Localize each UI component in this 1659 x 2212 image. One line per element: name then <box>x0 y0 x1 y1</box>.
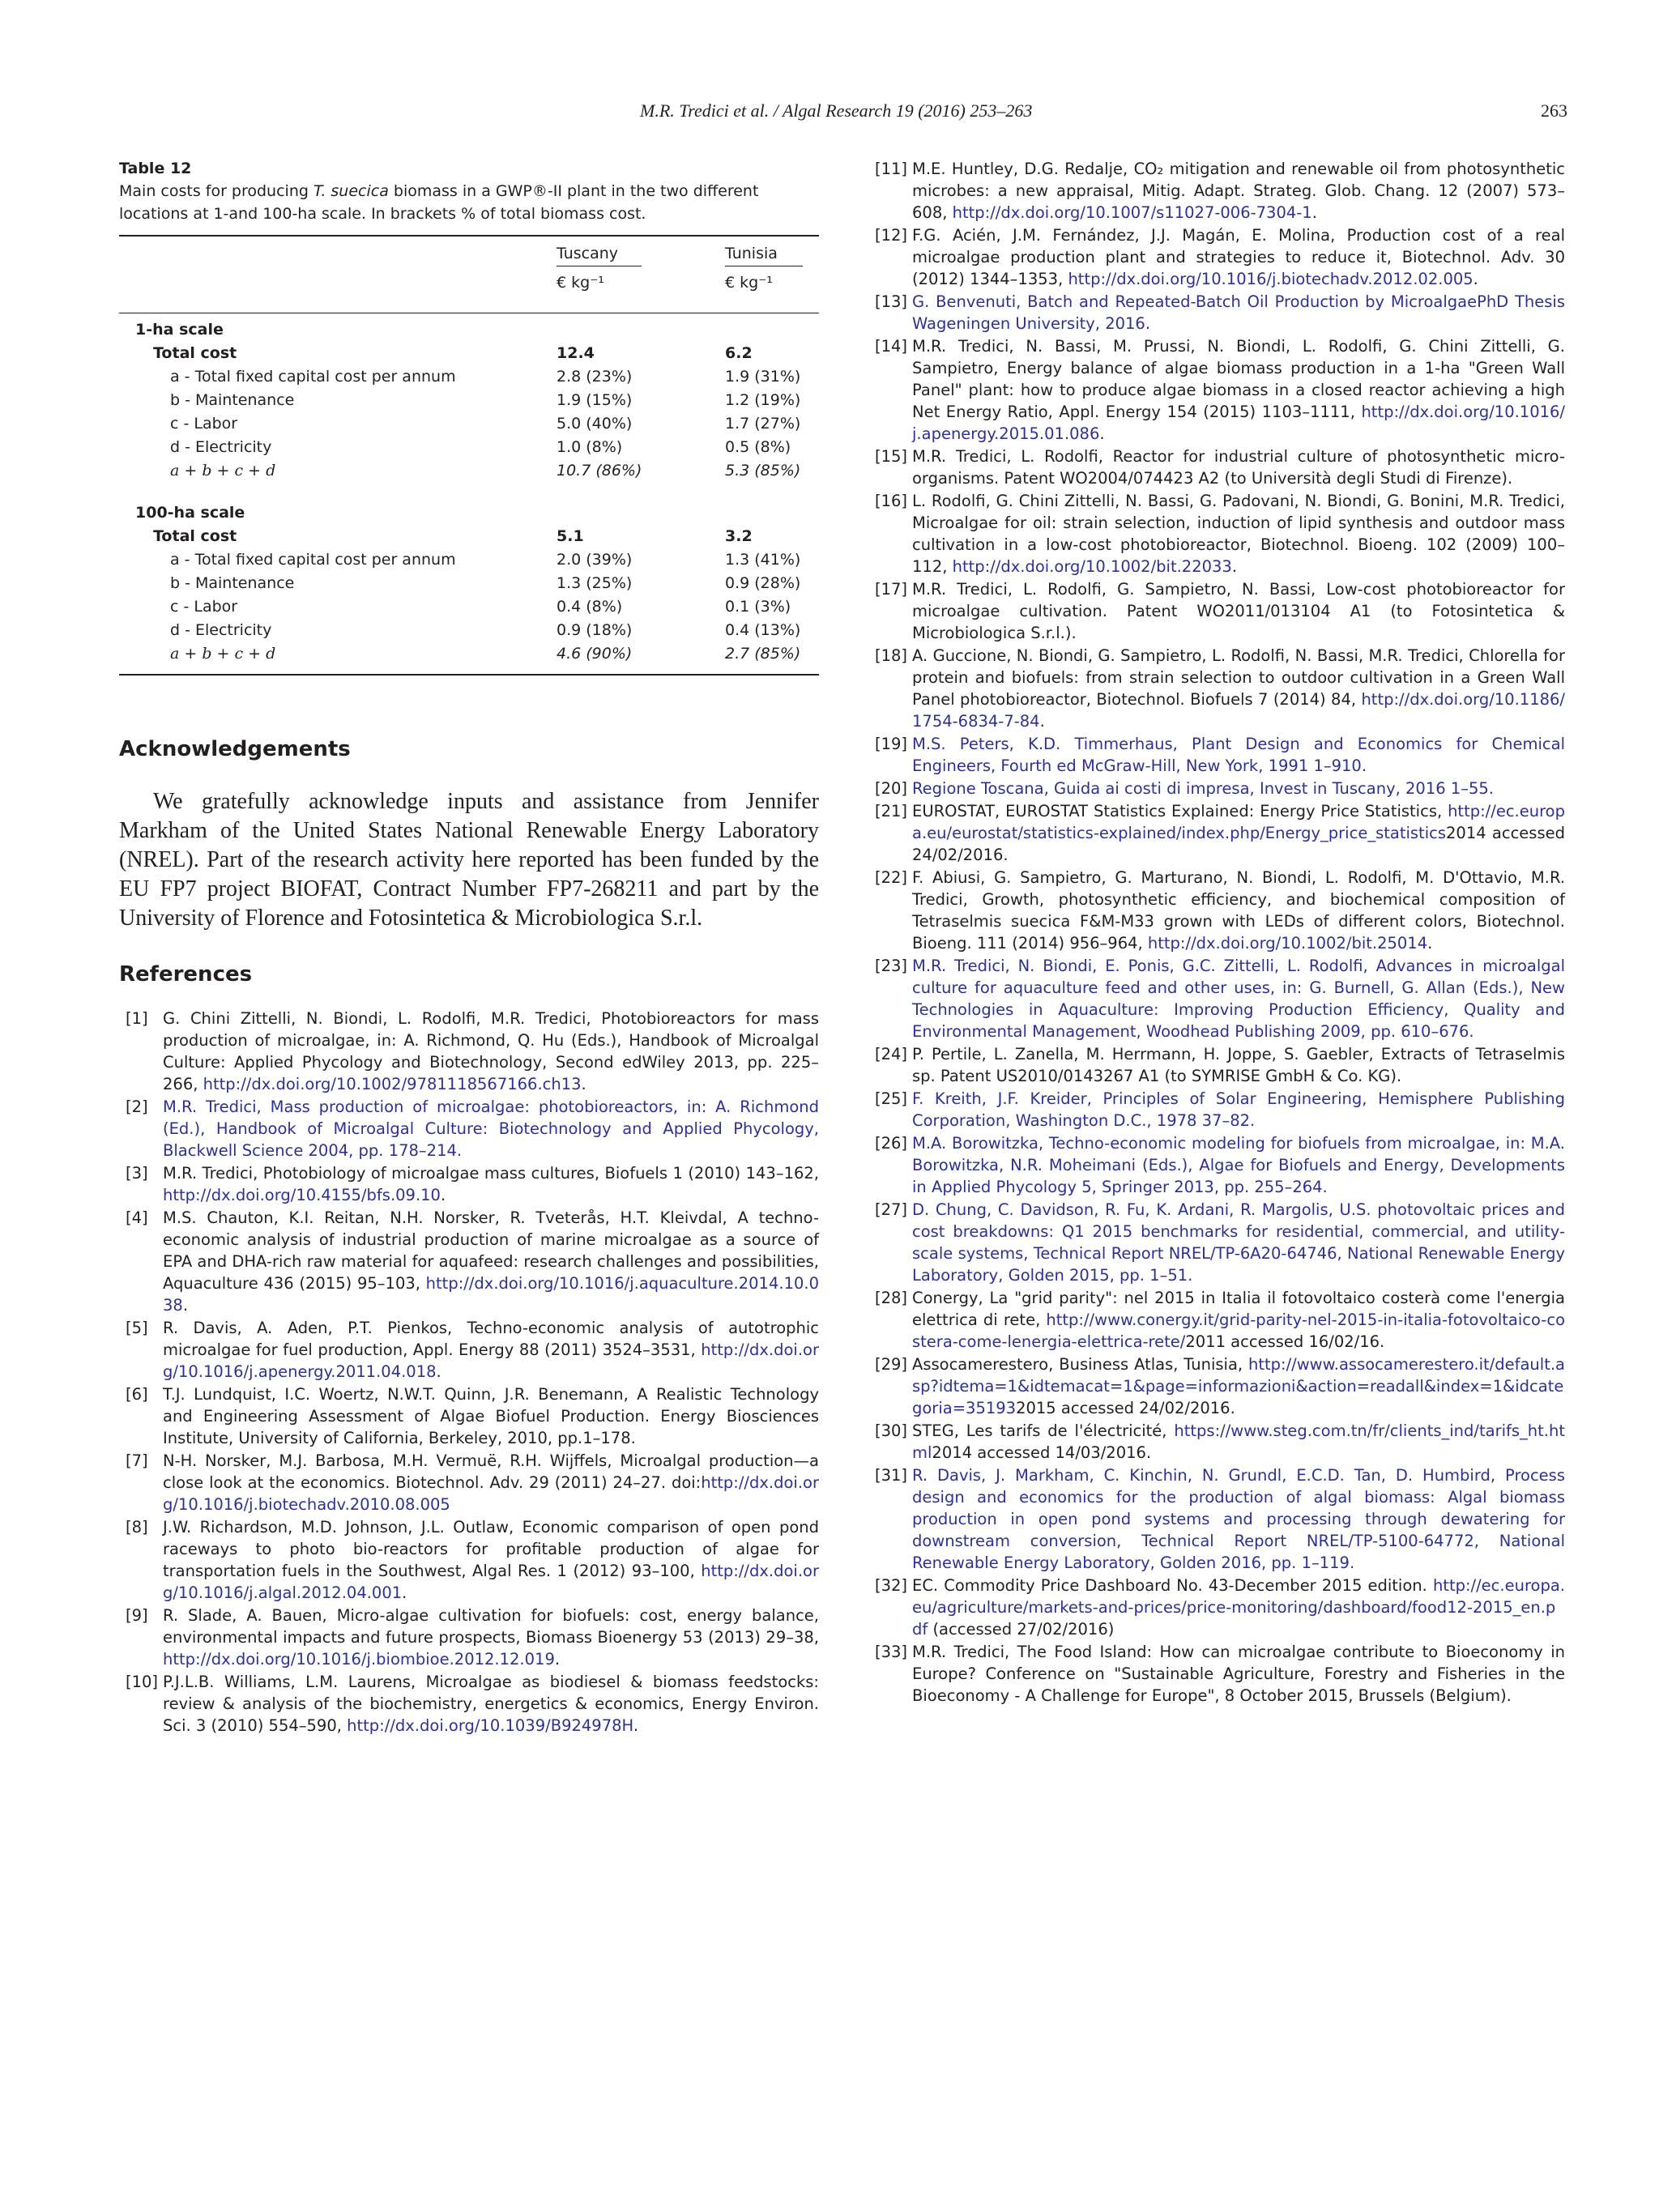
reference-text: M.R. Tredici, N. Bassi, M. Prussi, N. Biondi, L. Rodolfi, G. Chini Zittelli, G. Sampietro, Energy balance of algae biomass production in a 1-ha "Green Wall Panel" plant: how to produce algae biomass in a closed reactor achieving a high Net Energy Ratio, Appl. Energy 154 (2015) 1103–1111, <box>912 337 1565 421</box>
reference-item <box>868 867 1565 954</box>
reference-number: [7] <box>126 1451 148 1470</box>
reference-item <box>868 158 1565 224</box>
caption-species: T. suecica <box>313 182 389 200</box>
reference-text: STEG, Les tarifs de l'électricité, <box>912 1421 1175 1440</box>
reference-tail: 2011 accessed 16/02/16. <box>1185 1332 1385 1351</box>
reference-item <box>119 1008 819 1095</box>
reference-link[interactable]: http://dx.doi.org/10.1002/bit.25014 <box>1147 934 1428 953</box>
reference-item <box>119 1605 819 1670</box>
reference-item[interactable] <box>868 1088 1565 1132</box>
reference-link[interactable]: http://dx.doi.org/10.1016/j.apenergy.2011.04.018 <box>163 1340 819 1381</box>
reference-item <box>868 1043 1565 1087</box>
reference-text: M.S. Chauton, K.I. Reitan, N.H. Norsker, R. Tveterås, H.T. Kleivdal, A techno-economic analysis of industrial production of marine microalgae as a source of EPA and DHA-rich raw material for aquafeed: research challenges and possibilities, Aquaculture 436 (2015) 95–103, <box>163 1208 819 1293</box>
reference-text: J.W. Richardson, M.D. Johnson, J.L. Outlaw, Economic comparison of open pond raceways to photo bio-reactors for profitable production of algae for transportation fuels in the Southwest, Algal Res. 1 (2012) 93–100, <box>163 1518 819 1580</box>
reference-item <box>119 1207 819 1316</box>
table-row: c - Labor 0.4 (8%) 0.1 (3%) <box>170 598 791 616</box>
reference-number: [29] <box>875 1355 908 1374</box>
reference-tail: . <box>436 1362 441 1381</box>
reference-item[interactable] <box>119 1096 819 1161</box>
reference-number: [21] <box>875 802 908 820</box>
reference-link[interactable]: http://dx.doi.org/10.1039/B924978H <box>347 1716 633 1735</box>
column-header-tunisia: Tunisia € kg⁻¹ <box>725 241 803 292</box>
reference-number: [30] <box>875 1421 908 1440</box>
reference-tail: . <box>1231 557 1238 576</box>
reference-number: [11] <box>875 160 908 178</box>
right-column <box>868 158 1565 1707</box>
reference-tail: 2014 accessed 14/03/2016. <box>932 1443 1152 1462</box>
reference-item <box>868 578 1565 644</box>
reference-number: [6] <box>126 1385 148 1404</box>
reference-item <box>119 1317 819 1383</box>
reference-tail: (accessed 27/02/2016) <box>928 1620 1115 1639</box>
reference-tail: . <box>1427 934 1433 953</box>
section-title: 100-ha scale <box>135 504 245 522</box>
reference-number: [1] <box>126 1009 148 1028</box>
reference-tail: . <box>402 1583 407 1602</box>
table-row: a - Total fixed capital cost per annum 2.0 (39%) 1.3 (41%) <box>170 551 801 569</box>
reference-item <box>868 335 1565 445</box>
reference-item <box>868 445 1565 489</box>
reference-tail: 2015 accessed 24/02/2016. <box>1016 1399 1235 1417</box>
reference-number: [3] <box>126 1164 148 1183</box>
reference-text: EC. Commodity Price Dashboard No. 43-December 2015 edition. <box>912 1576 1433 1595</box>
reference-text: Conergy, La "grid parity": nel 2015 in Italia il fotovoltaico costerà come l'energia elettrica di rete, <box>912 1289 1565 1329</box>
reference-tail: 2014 accessed 24/02/2016. <box>912 824 1565 864</box>
references-heading: References <box>119 962 253 987</box>
page-header <box>0 100 1659 125</box>
reference-number: [19] <box>875 735 908 753</box>
reference-item[interactable] <box>868 1199 1565 1286</box>
reference-number: [15] <box>875 447 908 466</box>
table-row: d - Electricity 1.0 (8%) 0.5 (8%) <box>170 438 791 456</box>
reference-number: [4] <box>126 1208 148 1227</box>
reference-number: [13] <box>875 292 908 311</box>
reference-number: [14] <box>875 337 908 356</box>
table-caption: Main costs for producing T. suecica biomass in a GWP®-II plant in the two different locations at 1-and 100-ha scale. In brackets % of total biomass cost. <box>119 182 759 223</box>
reference-text: Assocamerestero, Business Atlas, Tunisia, <box>912 1355 1248 1374</box>
reference-number: [18] <box>875 646 908 665</box>
reference-number: [24] <box>875 1045 908 1063</box>
reference-text: M.R. Tredici, L. Rodolfi, G. Sampietro, N. Bassi, Low-cost photobioreactor for microalgae cultivation. Patent WO2011/013104 A1 (to Fotosintetica & Microbiologica S.r.l.). <box>912 580 1565 642</box>
reference-item <box>868 1575 1565 1640</box>
reference-item <box>868 1641 1565 1707</box>
reference-link[interactable]: http://www.conergy.it/grid-parity-nel-2015-in-italia-fotovoltaico-costera-come-lenergia-elettrica-rete/ <box>912 1311 1565 1351</box>
reference-item <box>868 645 1565 732</box>
reference-tail: . <box>440 1186 446 1204</box>
reference-tail: . <box>554 1650 561 1669</box>
reference-text: R. Slade, A. Bauen, Micro-algae cultivation for biofuels: cost, energy balance, environmental impacts and future prospects, Biomass Bioenergy 53 (2013) 29–38, <box>163 1606 819 1647</box>
section-title: 1-ha scale <box>135 321 224 339</box>
reference-link[interactable]: http://dx.doi.org/10.1002/9781118567166.ch13 <box>203 1075 582 1093</box>
reference-item <box>119 1516 819 1604</box>
reference-text: F.G. Acién, J.M. Fernández, J.J. Magán, E. Molina, Production cost of a real microalgae production plant and strategies to reduce it, Biotechnol. Adv. 30 (2012) 1344–1353, <box>912 226 1565 288</box>
reference-item <box>868 224 1565 290</box>
table-row: a - Total fixed capital cost per annum 2.8 (23%) 1.9 (31%) <box>170 368 801 386</box>
reference-item <box>868 800 1565 866</box>
reference-text: F. Kreith, J.F. Kreider, Principles of Solar Engineering, Hemisphere Publishing Corporation, Washington D.C., 1978 37–82. <box>912 1089 1565 1130</box>
reference-text: R. Davis, A. Aden, P.T. Pienkos, Techno-economic analysis of autotrophic microalgae for fuel production, Appl. Energy 88 (2011) 3524–3531, <box>163 1319 819 1359</box>
reference-tail: . <box>633 1716 639 1735</box>
reference-text: G. Chini Zittelli, N. Biondi, L. Rodolfi, M.R. Tredici, Photobioreactors for mass production of microalgae, in: A. Richmond, Q. Hu (Eds.), Handbook of Microalgal Culture: Applied Phycology and Biotechnology, Second edWiley 2013, pp. 225–266, <box>163 1009 819 1093</box>
reference-number: [16] <box>875 492 908 510</box>
table-row: c - Labor 5.0 (40%) 1.7 (27%) <box>170 415 801 433</box>
reference-item[interactable] <box>868 1132 1565 1198</box>
reference-text: A. Guccione, N. Biondi, G. Sampietro, L. Rodolfi, N. Bassi, M.R. Tredici, Chlorella for protein and biofuels: from strain selection to outdoor cultivation in a Green Wall Panel photobioreactor, Biotechnol. Biofuels 7 (2014) 84, <box>912 646 1565 709</box>
reference-item <box>119 1162 819 1206</box>
reference-number: [10] <box>126 1673 159 1691</box>
reference-item <box>868 490 1565 578</box>
table-row: b - Maintenance 1.3 (25%) 0.9 (28%) <box>170 574 801 592</box>
reference-item[interactable] <box>868 733 1565 777</box>
reference-text: Regione Toscana, Guida ai costi di impresa, Invest in Tuscany, 2016 1–55. <box>912 779 1494 798</box>
reference-text: M.S. Peters, K.D. Timmerhaus, Plant Design and Economics for Chemical Engineers, Fourth ed McGraw-Hill, New York, 1991 1–910. <box>912 735 1565 775</box>
reference-link[interactable]: http://dx.doi.org/10.1002/bit.22033 <box>952 557 1232 576</box>
reference-number: [17] <box>875 580 908 599</box>
reference-link[interactable]: http://dx.doi.org/10.1016/j.aquaculture.2014.10.038 <box>163 1274 819 1315</box>
reference-text: M.R. Tredici, Mass production of microalgae: photobioreactors, in: A. Richmond (Ed.), Handbook of Microalgal Culture: Biotechnology and Applied Phycology, Blackwell Science 2004, pp. 178–214. <box>163 1097 819 1160</box>
reference-link[interactable]: http://ec.europa.eu/agriculture/markets-and-prices/price-monitoring/dashboard/food12-2015_en.pdf <box>912 1576 1565 1639</box>
acknowledgements-text: We gratefully acknowledge inputs and assistance from Jennifer Markham of the United States National Renewable Energy Laboratory (NREL). Part of the research activity here reported has been funded by the EU FP7 project BIOFAT, Contract Number FP7-268211 and part by the University of Florence and Fotosintetica & Microbiologica S.r.l. <box>119 789 819 931</box>
page-number: 263 <box>1541 100 1567 121</box>
left-column <box>119 158 819 1737</box>
reference-text: M.E. Huntley, D.G. Redalje, CO₂ mitigation and renewable oil from photosynthetic microbes: a new appraisal, Mitig. Adapt. Strateg. Glob. Chang. 12 (2007) 573–608, <box>912 160 1565 222</box>
reference-text: T.J. Lundquist, I.C. Woertz, N.W.T. Quinn, J.R. Benemann, A Realistic Technology and Engineering Assessment of Algae Biofuel Production. Energy Biosciences Institute, University of California, Berkeley, 2010, pp.1–178. <box>163 1385 819 1447</box>
table-row: Total cost 12.4 6.2 <box>153 344 753 362</box>
reference-link[interactable]: http://dx.doi.org/10.1016/j.apenergy.2015.01.086 <box>912 403 1565 443</box>
reference-tail: . <box>1099 424 1105 443</box>
reference-number: [22] <box>875 868 908 887</box>
references-list-right <box>868 158 1565 1707</box>
reference-item[interactable] <box>868 778 1565 799</box>
table-row: b - Maintenance 1.9 (15%) 1.2 (19%) <box>170 391 801 409</box>
reference-link[interactable]: http://dx.doi.org/10.1007/s11027-006-7304-1 <box>952 203 1312 222</box>
reference-number: [33] <box>875 1643 908 1661</box>
reference-item <box>119 1671 819 1737</box>
reference-tail: . <box>182 1296 189 1315</box>
reference-text: M.A. Borowitzka, Techno-economic modeling for biofuels from microalgae, in: M.A. Borowitzka, N.R. Moheimani (Eds.), Algae for Biofuels and Energy, Developments in Applied Phycology 5, Springer 2013, pp. 255–264. <box>912 1134 1565 1196</box>
reference-text: M.R. Tredici, L. Rodolfi, Reactor for industrial culture of photosynthetic micro-organisms. Patent WO2004/074423 A2 (to Università degli Studi di Firenze). <box>912 447 1565 488</box>
reference-text: R. Davis, J. Markham, C. Kinchin, N. Grundl, E.C.D. Tan, D. Humbird, Process design and economics for the production of algal biomass: Algal biomass production in open pond systems and processing through dewatering for downstream conversion, Technical Report NREL/TP-5100-64772, National Renewable Energy Laboratory, Golden 2016, pp. 1–119. <box>912 1466 1565 1572</box>
reference-link[interactable]: http://dx.doi.org/10.1016/j.biotechadv.2010.08.005 <box>163 1473 819 1514</box>
reference-text: D. Chung, C. Davidson, R. Fu, K. Ardani, R. Margolis, U.S. photovoltaic prices and cost breakdowns: Q1 2015 benchmarks for residential, commercial, and utility-scale systems, Technical Report NREL/TP-6A20-64746, National Renewable Energy Laboratory, Golden 2015, pp. 1–51. <box>912 1200 1565 1285</box>
column-header-tuscany: Tuscany € kg⁻¹ <box>557 241 642 292</box>
reference-item[interactable] <box>868 1464 1565 1574</box>
reference-link[interactable]: http://ec.europa.eu/eurostat/statistics-explained/index.php/Energy_price_statistics <box>912 802 1565 842</box>
reference-item <box>868 1353 1565 1419</box>
reference-tail: . <box>1473 270 1478 288</box>
table-row: a + b + c + d 10.7 (86%) 5.3 (85%) <box>170 462 801 479</box>
reference-text: M.R. Tredici, N. Biondi, E. Ponis, G.C. Zittelli, L. Rodolfi, Advances in microalgal culture for aquaculture feed and other uses, in: G. Burnell, G. Allan (Eds.), New Technologies in Aquaculture: Improving Production Efficiency, Quality and Environmental Management, Woodhead Publishing 2009, pp. 610–676. <box>912 957 1565 1041</box>
reference-number: [23] <box>875 957 908 975</box>
table-label: Table 12 <box>119 160 192 177</box>
reference-link[interactable]: http://dx.doi.org/10.1186/1754-6834-7-84 <box>912 690 1565 731</box>
reference-text: L. Rodolfi, G. Chini Zittelli, N. Bassi, G. Padovani, N. Biondi, G. Bonini, M.R. Tredici, Microalgae for oil: strain selection, induction of lipid synthesis and outdoor mass cultivation in a low-cost photobioreactor, Biotechnol. Bioeng. 102 (2009) 100–112, <box>912 492 1565 576</box>
reference-text: N-H. Norsker, M.J. Barbosa, M.H. Vermuë, R.H. Wijffels, Microalgal production—a close look at the economics. Biotechnol. Adv. 29 (2011) 24–27. doi: <box>163 1451 819 1492</box>
reference-number: [32] <box>875 1576 908 1595</box>
acknowledgements-heading: Acknowledgements <box>119 737 351 761</box>
reference-text: P.J.L.B. Williams, L.M. Laurens, Microalgae as biodiesel & biomass feedstocks: review & analysis of the biochemistry, energetics & economics, Energy Environ. Sci. 3 (2010) 554–590, <box>163 1673 819 1735</box>
reference-tail: . <box>1039 712 1045 731</box>
reference-number: [25] <box>875 1089 908 1108</box>
reference-item <box>119 1450 819 1515</box>
reference-link[interactable]: http://dx.doi.org/10.1016/j.algal.2012.04.001 <box>163 1562 819 1602</box>
reference-number: [20] <box>875 779 908 798</box>
reference-number: [8] <box>126 1518 148 1536</box>
reference-number: [2] <box>126 1097 148 1116</box>
reference-number: [27] <box>875 1200 908 1219</box>
reference-number: [31] <box>875 1466 908 1485</box>
reference-text: EUROSTAT, EUROSTAT Statistics Explained: Energy Price Statistics, <box>912 802 1448 820</box>
reference-tail: . <box>581 1075 586 1093</box>
cost-table <box>119 235 819 676</box>
running-head: M.R. Tredici et al. / Algal Research 19 (2016) 253–263 <box>640 100 1033 121</box>
reference-item <box>868 1287 1565 1353</box>
reference-text: F. Abiusi, G. Sampietro, G. Marturano, N. Biondi, L. Rodolfi, M. D'Ottavio, M.R. Tredici, Growth, photosynthetic efficiency, and biochemical composition of Tetraselmis suecica F&M-M33 grown with LEDs of different colors, Biotechnol. Bioeng. 111 (2014) 956–964, <box>912 868 1565 953</box>
reference-number: [9] <box>126 1606 148 1625</box>
table-row: d - Electricity 0.9 (18%) 0.4 (13%) <box>170 621 801 639</box>
reference-text: M.R. Tredici, The Food Island: How can microalgae contribute to Bioeconomy in Europe? Conference on "Sustainable Agriculture, Forestry and Fisheries in the Bioeconomy - A Challenge for Europe", 8 October 2015, Brussels (Belgium). <box>912 1643 1565 1705</box>
reference-item[interactable] <box>868 291 1565 335</box>
reference-text: P. Pertile, L. Zanella, M. Herrmann, H. Joppe, S. Gaebler, Extracts of Tetraselmis sp. Patent US2010/0143267 A1 (to SYMRISE GmbH & Co. KG). <box>912 1045 1565 1085</box>
reference-item[interactable] <box>868 955 1565 1042</box>
table-row: a + b + c + d 4.6 (90%) 2.7 (85%) <box>170 645 801 663</box>
references-list-left <box>119 1008 819 1737</box>
reference-number: [28] <box>875 1289 908 1307</box>
reference-number: [12] <box>875 226 908 245</box>
reference-text: G. Benvenuti, Batch and Repeated-Batch Oil Production by MicroalgaePhD Thesis Wageningen University, 2016. <box>912 292 1565 333</box>
reference-link[interactable]: http://dx.doi.org/10.4155/bfs.09.10 <box>163 1186 441 1204</box>
reference-link[interactable]: http://dx.doi.org/10.1016/j.biotechadv.2012.02.005 <box>1068 270 1473 288</box>
reference-link[interactable]: https://www.steg.com.tn/fr/clients_ind/tarifs_ht.html <box>912 1421 1565 1462</box>
reference-text: M.R. Tredici, Photobiology of microalgae mass cultures, Biofuels 1 (2010) 143–162, <box>163 1164 819 1183</box>
reference-item <box>868 1420 1565 1464</box>
reference-link[interactable]: http://dx.doi.org/10.1016/j.biombioe.2012.12.019 <box>163 1650 555 1669</box>
reference-tail: . <box>1311 203 1317 222</box>
reference-item <box>119 1383 819 1449</box>
reference-link[interactable]: http://www.assocamerestero.it/default.asp?idtema=1&idtemacat=1&page=informazioni&action=readall&index=1&idcategoria=35193 <box>912 1355 1565 1417</box>
reference-number: [5] <box>126 1319 148 1337</box>
table-row: Total cost 5.1 3.2 <box>153 527 753 545</box>
reference-number: [26] <box>875 1134 908 1153</box>
